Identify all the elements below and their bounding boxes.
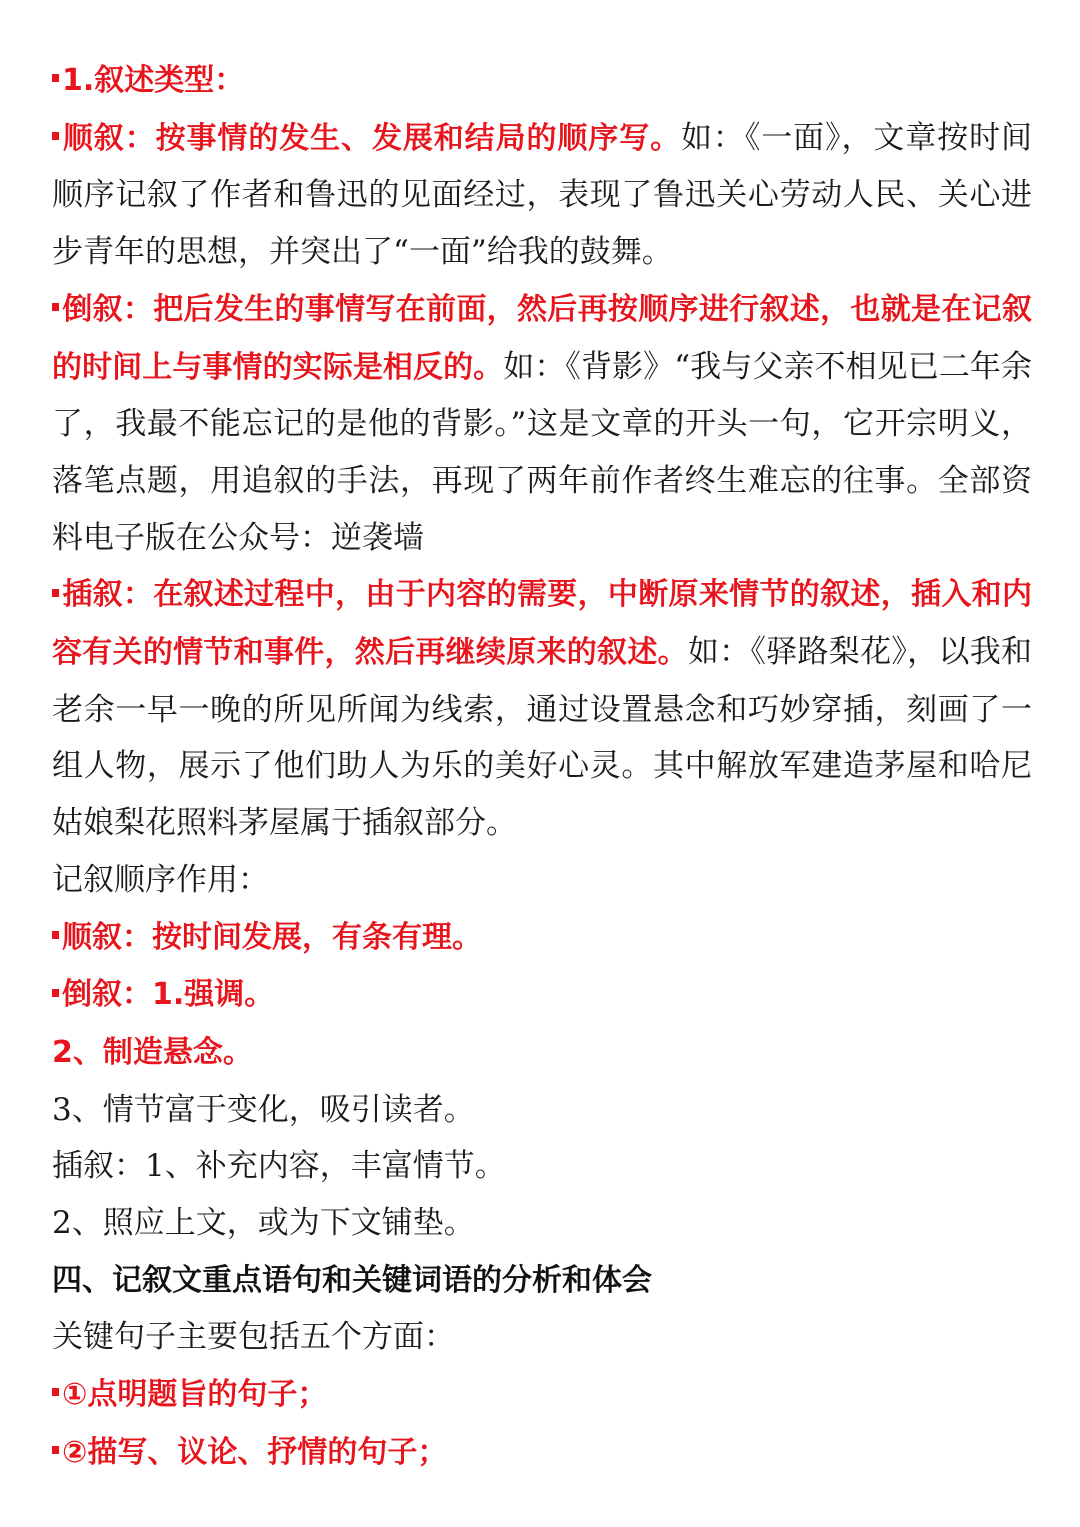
- bullet-marker: [52, 303, 59, 311]
- key-sentences-intro: 关键句子主要包括五个方面：: [52, 1319, 455, 1356]
- bullet-marker: [52, 132, 59, 140]
- paragraph-interpolation: [52, 566, 1032, 852]
- section-heading-four: [52, 1252, 1032, 1310]
- bullet-marker: [52, 989, 59, 997]
- example-chronological: 如：《一面》，文章按时间顺序记叙了作者和鲁迅的见面经过，表现了鲁迅关心劳动人民、关心进步青年的思想，并突出了“一面”给我的鼓舞。: [52, 119, 1032, 271]
- bullet-marker: [52, 74, 59, 82]
- bullet-marker: [52, 931, 59, 939]
- paragraph-chronological: [52, 110, 1032, 281]
- function-chronological: [52, 909, 1032, 967]
- definition-flashback: 倒叙：把后发生的事情写在前面，然后再按顺序进行叙述，也就是在记叙的时间上与事情的实际是相反的。: [52, 291, 1032, 385]
- heading-narrative-types: [52, 52, 1032, 110]
- key-sentence-item-1-text: ①点明题旨的句子；: [62, 1377, 328, 1413]
- section-heading-four-text: 四、记叙文重点语句和关键词语的分析和体会: [52, 1262, 652, 1298]
- function-flashback-1: [52, 966, 1032, 1024]
- function-flashback-2: [52, 1024, 1032, 1082]
- subheading-order-functions: 记叙顺序作用：: [52, 861, 269, 898]
- function-chronological-text: 顺叙：按时间发展，有条有理。: [62, 919, 482, 955]
- function-interpolation-1: 插叙：1、补充内容，丰富情节。: [52, 1148, 506, 1185]
- definition-chronological: 顺叙：按事情的发生、发展和结局的顺序写。: [62, 120, 682, 156]
- function-interpolation-2: 2、照应上文，或为下文铺垫。: [52, 1205, 475, 1242]
- key-sentence-item-1: [52, 1366, 1032, 1424]
- paragraph-flashback: [52, 281, 1032, 567]
- key-sentence-item-2: [52, 1424, 1032, 1482]
- example-flashback: 如：《背影》“我与父亲不相见已二年余了，我最不能忘记的是他的背影。”这是文章的开头一句，它开宗明义，落笔点题，用追叙的手法，再现了两年前作者终生难忘的往事。全部资料电子版在公众号：逆袭墙: [52, 348, 1032, 556]
- definition-interpolation: 插叙：在叙述过程中，由于内容的需要，中断原来情节的叙述，插入和内容有关的情节和事件，然后再继续原来的叙述。: [52, 577, 1032, 671]
- function-flashback-2-text: 2、制造悬念。: [52, 1034, 253, 1070]
- bullet-marker: [52, 1446, 59, 1454]
- function-flashback-3: 3、情节富于变化，吸引读者。: [52, 1091, 475, 1128]
- document-page: [52, 52, 1032, 1482]
- bullet-marker: [52, 1388, 59, 1396]
- example-interpolation: 如：《驿路梨花》，以我和老余一早一晚的所见所闻为线索，通过设置悬念和巧妙穿插，刻画了一组人物，展示了他们助人为乐的美好心灵。其中解放军建造茅屋和哈尼姑娘梨花照料茅屋属于插叙部分。: [52, 634, 1032, 842]
- key-sentence-item-2-text: ②描写、议论、抒情的句子；: [62, 1434, 448, 1470]
- heading-text: 1.叙述类型：: [62, 63, 245, 98]
- bullet-marker: [52, 589, 59, 597]
- function-flashback-1-text: 倒叙：1.强调。: [62, 977, 275, 1013]
